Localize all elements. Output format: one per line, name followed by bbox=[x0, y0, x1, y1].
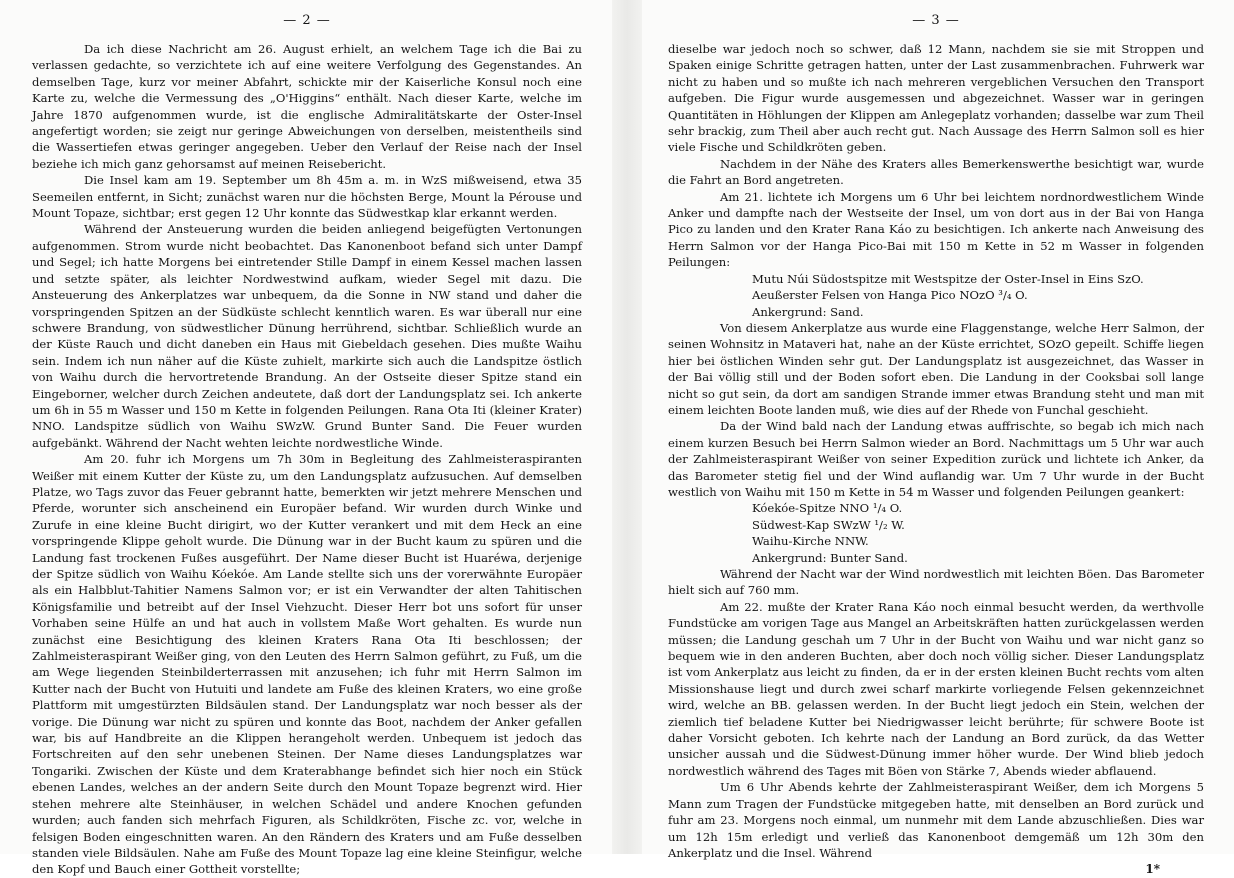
bearing-line: Waihu-Kirche NNW. bbox=[752, 534, 869, 549]
paragraph: Die Insel kam am 19. September um 8h 45m a. m. in WzS mißweisend, etwa 35 Seemeilen entfernt, in Sicht; zunächst waren nur die höchsten Berge, Mount la Pérouse und Mount Topaze, sichtbar; erst gegen 12 Uhr konnte das Südwestkap klar erkannt werden. bbox=[32, 173, 582, 221]
paragraph: Am 22. mußte der Krater Rana Káo noch einmal besucht werden, da werthvolle Fundstücke am vorigen Tage aus Mangel an Arbeitskräften hatten zurückgelassen werden müssen; die Landung geschah um 7 Uhr in der Bucht von Waihu und war nicht ganz so bequem wie in den anderen Buchten, aber doch noch völlig sicher. Dieser Landungsplatz ist vom Ankerplatz aus leicht zu finden, da er in der ersten kleinen Bucht rechts vom alten Missionshause liegt und durch zwei scharf markirte vorliegende Felsen gekennzeichnet wird, welche an BB. gelassen werden. In der Bucht liegt jedoch ein Stein, welchen der ziemlich tief beladene Kutter bei Niedrigwasser leicht berührte; für schwere Boote ist daher Vorsicht geboten. Ich kehrte nach der Landung an Bord zurück, da das Wetter unsicher aussah und die Südwest-Dünung immer höher wurde. Der Wind blieb jedoch nordwestlich während des Tages mit Böen von Stärke 7, Abends wieder abflauend. bbox=[668, 599, 1204, 778]
signature-mark: 1* bbox=[1145, 862, 1160, 877]
bearing-line: Mutu Núi Südostspitze mit Westspitze der Oster-Insel in Eins SzO. bbox=[752, 271, 1144, 286]
page-number: — 3 — bbox=[912, 13, 960, 28]
right-page bbox=[642, 0, 1234, 877]
paragraph: Nachdem in der Nähe des Kraters alles Bemerkenswerthe besichtigt war, wurde die Fahrt an Bord angetreten. bbox=[668, 156, 1204, 188]
paragraph: Am 21. lichtete ich Morgens um 6 Uhr bei leichtem nordnordwestlichem Winde Anker und dampfte nach der Westseite der Insel, um von dort aus in der Bai von Hanga Pico zu landen und den Krater Rana Káo zu besichtigen. Ich ankerte nach Anweisung des Herrn Salmon vor der Hanga Pico-Bai mit 150 m Kette in 52 m Wasser in folgenden Peilungen: bbox=[668, 189, 1204, 270]
paragraph: Von diesem Ankerplatze aus wurde eine Flaggenstange, welche Herr Salmon, der seinen Wohnsitz in Mataveri hat, nahe an der Küste errichtet, SOzO gepeilt. Schiffe liegen hier bei östlichen Winden sehr gut. Der Landungsplatz ist ausgezeichnet, das Wasser in der Bai völlig still und der Boden sofort eben. Die Landung in der Cooksbai soll lange nicht so gut sein, da dort am sandigen Strande immer etwas Brandung steht und man mit einem leichten Boote landen muß, wie dies auf der Rhede von Funchal geschieht. bbox=[668, 320, 1204, 417]
bearing-line: Kóekóe-Spitze NNO ¹/₄ O. bbox=[752, 501, 903, 516]
paragraph: Um 6 Uhr Abends kehrte der Zahlmeisteraspirant Weißer, dem ich Morgens 5 Mann zum Tragen der Fundstücke mitgegeben hatte, mit denselben an Bord zurück und fuhr am 23. Morgens noch einmal, um nunmehr mit dem Lande abzuschließen. Dies war um 12h 15m erledigt und verließ das Kanonenboot demgemäß um 12h 30m den Ankerplatz und die Insel. Während bbox=[668, 780, 1204, 860]
bearing-line: Aeußerster Felsen von Hanga Pico NOzO ³/₄ O. bbox=[752, 288, 1028, 303]
paragraph: Während der Nacht war der Wind nordwestlich mit leichten Böen. Das Barometer hielt sich auf 760 mm. bbox=[668, 567, 1204, 598]
bearing-line: Ankergrund: Bunter Sand. bbox=[752, 550, 908, 565]
paragraph: Da ich diese Nachricht am 26. August erhielt, an welchem Tage ich die Bai zu verlassen gedachte, so verzichtete ich auf eine weitere Verfolgung des Gegenstandes. An demselben Tage, kurz vor meiner Abfahrt, schickte mir der Kaiserliche Konsul noch eine Karte zu, welche die Vermessung des „O'Higgins“ enthält. Nach dieser Karte, welche im Jahre 1870 aufgenommen wurde, ist die englische Admiralitätskarte der Oster-Insel angefertigt worden; sie zeigt nur geringe Abweichungen von derselben, meistentheils sind die Wassertiefen etwas geringer angegeben. Ueber den Verlauf der Reise nach der Insel beziehe ich mich ganz gehorsamst auf meinen Reisebericht. bbox=[32, 42, 582, 171]
left-page bbox=[0, 0, 612, 877]
paragraph: dieselbe war jedoch noch so schwer, daß 12 Mann, nachdem sie sie mit Stroppen und Spaken einige Schritte getragen hatten, unter der Last zusammenbrachen. Fuhrwerk war nicht zu haben und so mußte ich nach mehreren vergeblichen Versuchen den Transport aufgeben. Die Figur wurde ausgemessen und abgezeichnet. Wasser war in geringen Quantitäten in Höhlungen der Klippen am Anlegeplatz vorhanden; dasselbe war zum Theil sehr brackig, zum Theil aber auch recht gut. Nach Aussage des Herrn Salmon soll es hier viele Fische und Schildkröten geben. bbox=[668, 42, 1204, 155]
paragraph: Am 20. fuhr ich Morgens um 7h 30m in Begleitung des Zahlmeisteraspiranten Weißer mit einem Kutter der Küste zu, um den Landungsplatz aufzusuchen. Auf demselben Platze, wo Tags zuvor das Feuer gebrannt hatte, bemerkten wir jetzt mehrere Menschen und Pferde, worunter sich anscheinend ein Europäer befand. Wir wurden durch Winke und Zurufe in eine kleine Bucht dirigirt, wo der Kutter verankert und mit dem Heck an eine vorspringende Klippe geholt wurde. Die Dünung war in der Bucht kaum zu spüren und die Landung fast trockenen Fußes ausgeführt. Der Name dieser Bucht ist Huaréwa, derjenige der Spitze südlich von Waihu Kóekóe. Am Lande stellte sich uns der vorerwähnte Europäer als ein Halbblut-Tahitier Namens Salmon vor; er ist ein Verwandter der alten Tahitischen Königsfamilie und betreibt auf der Insel Viehzucht. Dieser Herr bot uns sofort für unser Vorhaben seine Hülfe an und hat auch in vollstem Maße Wort gehalten. Es wurde nun zunächst eine Besichtigung des kleinen Kraters Rana Ota Iti beschlossen; der Zahlmeisteraspirant Weißer ging, von den Leuten des Herrn Salmon geführt, zu Fuß, um die am Wege liegenden Steinbilderterrassen mit anzusehen; ich fuhr mit Herrn Salmon im Kutter nach der Bucht von Hutuiti und landete am Fuße des kleinen Kraters, wo eine große Plattform mit umgestürzten Bildsäulen stand. Der Landungsplatz war noch besser als der vorige. Die Dünung war nicht zu spüren und konnte das Boot, nachdem der Anker gefallen war, bis auf Handbreite an die Klippen herangeholt werden. Unbequem ist jedoch das Fortschreiten auf den sehr unebenen Steinen. Der Name dieses Landungsplatzes war Tongariki. Zwischen der Küste und dem Kraterabhange befindet sich hier noch ein Stück ebenen Landes, welches an der andern Seite durch den Mount Topaze begrenzt wird. Hier stehen mehrere alte Steinhäuser, in welchen Schädel und andere Knochen gefunden wurden; auch fanden sich mehrfach Figuren, als Schildkröten, Fische zc. vor, welche in felsigen Boden eingeschnitten waren. An den Rändern des Kraters und am Fuße desselben standen viele Bildsäulen. Nahe am Fuße des Mount Topaze lag eine kleine Steinfigur, welche den Kopf und Bauch einer Gottheit vorstellte; bbox=[32, 452, 582, 877]
book-gutter bbox=[612, 0, 642, 854]
page-number: — 2 — bbox=[283, 13, 331, 28]
bearing-line: Ankergrund: Sand. bbox=[752, 304, 864, 319]
paragraph: Da der Wind bald nach der Landung etwas auffrischte, so begab ich mich nach einem kurzen Besuch bei Herrn Salmon wieder an Bord. Nachmittags um 5 Uhr war auch der Zahlmeisteraspirant Weißer von seiner Expedition zurück und lichtete ich Anker, da das Barometer stetig fiel und der Wind auflandig war. Um 7 Uhr wurde in der Bucht westlich von Waihu mit 150 m Kette in 54 m Wasser und folgenden Peilungen geankert: bbox=[668, 419, 1204, 499]
bearing-line: Südwest-Kap SWzW ¹/₂ W. bbox=[752, 517, 905, 532]
paragraph: Während der Ansteuerung wurden die beiden anliegend beigefügten Vertonungen aufgenommen. Strom wurde nicht beobachtet. Das Kanonenboot befand sich unter Dampf und Segel; ich hatte Morgens bei eintretender Stille Dampf in einem Kessel machen lassen und setzte später, als leichter Nordwestwind aufkam, wieder Segel mit dazu. Die Ansteuerung des Ankerplatzes war unbequem, da die Sonne in NW stand und daher die vorspringenden Spitzen an der Südküste schlecht kenntlich waren. Es war überall nur eine schwere Brandung, von südwestlicher Dünung herrührend, sichtbar. Schließlich wurde an der Küste Rauch und dicht daneben ein Haus mit Giebeldach gesehen. Dies mußte Waihu sein. Indem ich nun näher auf die Küste zuhielt, markirte sich auch die Landspitze östlich von Waihu durch die hervortretende Brandung. An der Ostseite dieser Spitze stand ein Eingeborner, welcher durch Zeichen andeutete, daß dort der Landungsplatz sei. Ich ankerte um 6h in 55 m Wasser und 150 m Kette in folgenden Peilungen. Rana Ota Iti (kleiner Krater) NNO. Landspitze südlich von Waihu SWzW. Grund Bunter Sand. Die Feuer wurden aufgebänkt. Während der Nacht wehten leichte nordwestliche Winde. bbox=[32, 222, 582, 450]
